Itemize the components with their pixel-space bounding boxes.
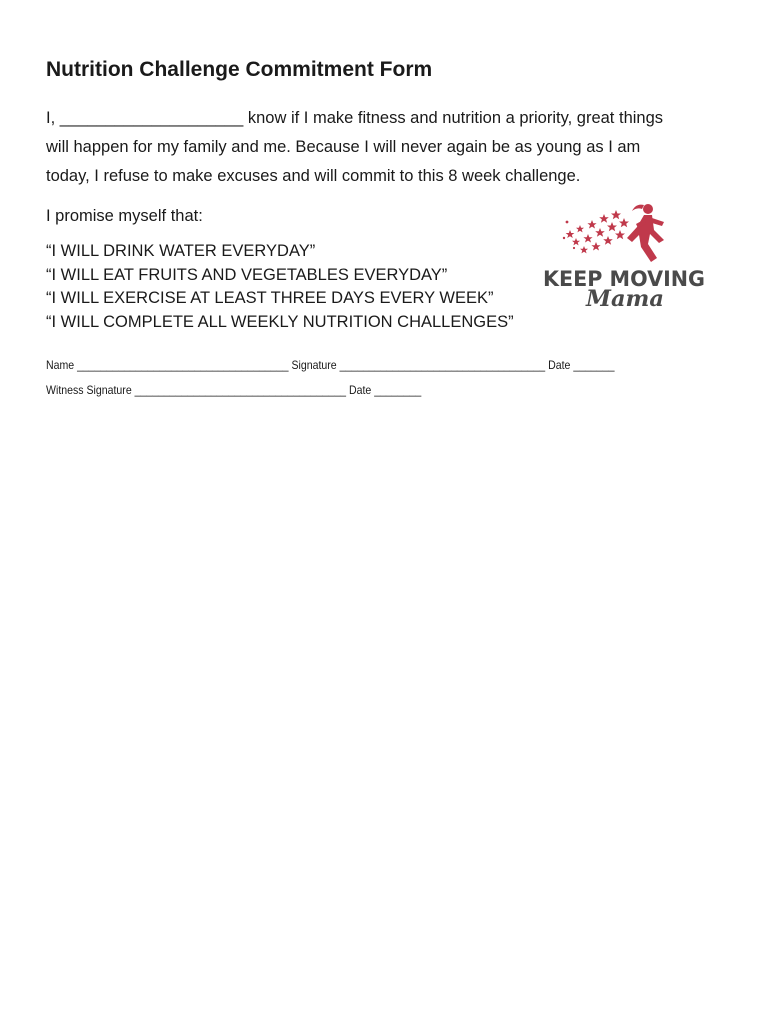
pledge-item: “I WILL DRINK WATER EVERYDAY” [46,242,316,260]
pledge-list [46,240,514,334]
runner-icon [627,204,664,262]
pledge-item: “I WILL COMPLETE ALL WEEKLY NUTRITION CHALLENGES” [46,312,514,331]
form-title: Nutrition Challenge Commitment Form [46,58,433,81]
pledge-item: “I WILL EAT FRUITS AND VEGETABLES EVERYDAY” [46,265,448,284]
promise-heading: I promise myself that: [46,207,203,225]
intro-line: I, ____________________ know if I make fitness and nutrition a priority, great things [46,109,664,127]
intro-line: today, I refuse to make excuses and will commit to this 8 week challenge. [46,167,581,185]
witness-signature-date-line[interactable]: Witness Signature ____________________________________ Date ________ [46,383,422,397]
logo-wordmark-line1: KEEP MOVING [543,267,705,292]
name-signature-date-line[interactable]: Name ____________________________________ Signature ___________________________________ Date _______ [46,358,615,372]
pledge-item: “I WILL EXERCISE AT LEAST THREE DAYS EVERY WEEK” [46,289,494,307]
intro-line: will happen for my family and me. Because I will never again be as young as I am [46,138,641,156]
logo-wordmark-line2: Mama [584,286,664,312]
star-trail-icon [563,210,629,253]
keep-moving-mama-logo [540,200,710,312]
intro-paragraph [46,104,726,191]
